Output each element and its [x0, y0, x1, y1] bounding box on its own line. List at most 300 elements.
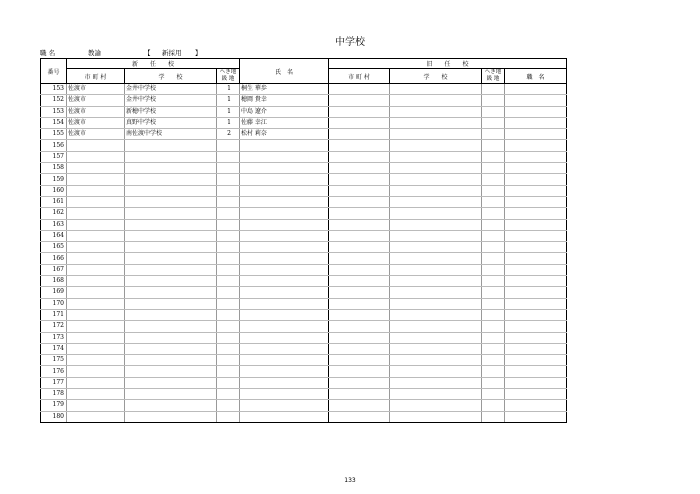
row-old-school — [390, 287, 482, 298]
row-school — [125, 253, 217, 264]
table-row — [41, 276, 567, 287]
table-row — [41, 129, 567, 140]
row-old-job — [505, 389, 567, 400]
table-row — [41, 253, 567, 264]
row-name — [240, 242, 329, 253]
row-remote-level — [217, 298, 240, 309]
row-remote-level — [217, 366, 240, 377]
row-city — [67, 140, 125, 151]
row-old-city — [329, 298, 390, 309]
row-remote-level — [217, 321, 240, 332]
row-remote-level — [217, 230, 240, 241]
row-old-school — [390, 389, 482, 400]
row-remote-level — [217, 151, 240, 162]
row-old-job — [505, 264, 567, 275]
category-label: 新採用 — [162, 49, 182, 57]
row-name — [240, 366, 329, 377]
row-old-school — [390, 95, 482, 106]
table-row — [41, 332, 567, 343]
row-school — [125, 411, 217, 422]
row-old-remote-level — [482, 163, 505, 174]
table-row — [41, 411, 567, 422]
row-remote-level — [217, 242, 240, 253]
row-number: 162 — [41, 208, 67, 219]
row-old-school — [390, 163, 482, 174]
row-old-job — [505, 321, 567, 332]
row-old-remote-level — [482, 84, 505, 95]
row-city — [67, 264, 125, 275]
row-old-remote-level — [482, 140, 505, 151]
row-old-school — [390, 129, 482, 140]
row-remote-level — [217, 264, 240, 275]
row-old-remote-level — [482, 151, 505, 162]
table-row — [41, 287, 567, 298]
row-city — [67, 219, 125, 230]
row-number: 157 — [41, 151, 67, 162]
row-old-city — [329, 242, 390, 253]
row-old-remote-level — [482, 343, 505, 354]
row-old-remote-level — [482, 95, 505, 106]
row-number: 176 — [41, 366, 67, 377]
row-remote-level — [217, 287, 240, 298]
row-old-city — [329, 219, 390, 230]
row-old-remote-level — [482, 208, 505, 219]
row-school — [125, 163, 217, 174]
row-old-job — [505, 185, 567, 196]
header-old-remote-line1: へき地 — [484, 69, 502, 75]
row-city: 佐渡市 — [67, 95, 125, 106]
row-old-city — [329, 377, 390, 388]
row-old-remote-level — [482, 253, 505, 264]
row-old-job — [505, 174, 567, 185]
row-city — [67, 377, 125, 388]
row-name — [240, 140, 329, 151]
row-city — [67, 196, 125, 207]
table-row — [41, 321, 567, 332]
row-number: 165 — [41, 242, 67, 253]
row-old-school — [390, 174, 482, 185]
row-number: 160 — [41, 185, 67, 196]
row-old-remote-level — [482, 355, 505, 366]
row-city — [67, 343, 125, 354]
row-city — [67, 411, 125, 422]
header-old-school-group: 旧 任 校 — [329, 59, 567, 69]
row-name — [240, 332, 329, 343]
row-city — [67, 151, 125, 162]
row-old-city — [329, 411, 390, 422]
row-number: 174 — [41, 343, 67, 354]
row-old-school — [390, 242, 482, 253]
table-body — [41, 84, 567, 423]
row-number: 177 — [41, 377, 67, 388]
row-city — [67, 163, 125, 174]
row-remote-level — [217, 332, 240, 343]
row-number: 163 — [41, 219, 67, 230]
table-row — [41, 355, 567, 366]
row-city — [67, 389, 125, 400]
page-title: 中学校 — [335, 37, 365, 48]
row-old-city — [329, 276, 390, 287]
row-name — [240, 185, 329, 196]
row-school — [125, 332, 217, 343]
row-name — [240, 400, 329, 411]
row-old-remote-level — [482, 411, 505, 422]
table-row — [41, 106, 567, 117]
row-name — [240, 287, 329, 298]
row-old-school — [390, 400, 482, 411]
row-remote-level: 1 — [217, 95, 240, 106]
row-old-remote-level — [482, 287, 505, 298]
row-old-remote-level — [482, 377, 505, 388]
row-old-remote-level — [482, 309, 505, 320]
row-name — [240, 343, 329, 354]
row-school: 新穂中学校 — [125, 106, 217, 117]
row-school — [125, 196, 217, 207]
row-name — [240, 230, 329, 241]
row-old-job — [505, 253, 567, 264]
row-school — [125, 242, 217, 253]
row-city — [67, 298, 125, 309]
row-school: 金井中学校 — [125, 95, 217, 106]
row-old-remote-level — [482, 366, 505, 377]
row-school — [125, 264, 217, 275]
bracket-close: 】 — [195, 49, 202, 57]
row-old-city — [329, 343, 390, 354]
row-city: 佐渡市 — [67, 106, 125, 117]
row-old-school — [390, 106, 482, 117]
row-number: 175 — [41, 355, 67, 366]
row-old-remote-level — [482, 174, 505, 185]
row-city — [67, 174, 125, 185]
row-old-remote-level — [482, 129, 505, 140]
table-row — [41, 84, 567, 95]
row-number: 179 — [41, 400, 67, 411]
row-old-job — [505, 332, 567, 343]
table-row — [41, 196, 567, 207]
table-row — [41, 151, 567, 162]
row-old-remote-level — [482, 117, 505, 128]
row-old-school — [390, 309, 482, 320]
row-old-city — [329, 129, 390, 140]
row-old-city — [329, 163, 390, 174]
row-name — [240, 174, 329, 185]
row-remote-level — [217, 377, 240, 388]
row-remote-level — [217, 389, 240, 400]
row-number: 172 — [41, 321, 67, 332]
row-number: 170 — [41, 298, 67, 309]
row-city — [67, 242, 125, 253]
row-school — [125, 208, 217, 219]
row-name — [240, 253, 329, 264]
row-school: 真野中学校 — [125, 117, 217, 128]
row-city — [67, 185, 125, 196]
row-school — [125, 343, 217, 354]
row-old-school — [390, 411, 482, 422]
row-name — [240, 321, 329, 332]
row-old-remote-level — [482, 219, 505, 230]
row-name: 松村 莉奈 — [240, 129, 329, 140]
row-remote-level — [217, 185, 240, 196]
row-number: 156 — [41, 140, 67, 151]
row-name — [240, 196, 329, 207]
row-old-remote-level — [482, 106, 505, 117]
row-school — [125, 230, 217, 241]
row-old-city — [329, 332, 390, 343]
table-row — [41, 309, 567, 320]
header-old-school: 学 校 — [390, 69, 482, 84]
row-old-job — [505, 377, 567, 388]
row-old-job — [505, 151, 567, 162]
row-old-job — [505, 95, 567, 106]
row-remote-level — [217, 219, 240, 230]
row-school — [125, 309, 217, 320]
row-old-job — [505, 230, 567, 241]
row-city: 佐渡市 — [67, 117, 125, 128]
header-old-job: 職 名 — [505, 69, 567, 84]
row-number: 164 — [41, 230, 67, 241]
row-old-school — [390, 298, 482, 309]
row-name — [240, 377, 329, 388]
row-old-remote-level — [482, 332, 505, 343]
row-school — [125, 151, 217, 162]
table-row — [41, 140, 567, 151]
row-old-remote-level — [482, 321, 505, 332]
row-number: 161 — [41, 196, 67, 207]
row-name — [240, 163, 329, 174]
job-value: 教諭 — [88, 49, 101, 57]
table-row — [41, 230, 567, 241]
row-old-job — [505, 106, 567, 117]
row-old-job — [505, 298, 567, 309]
row-remote-level — [217, 140, 240, 151]
row-school — [125, 321, 217, 332]
row-city — [67, 287, 125, 298]
row-old-city — [329, 366, 390, 377]
row-number: 180 — [41, 411, 67, 422]
row-old-city — [329, 355, 390, 366]
row-old-remote-level — [482, 400, 505, 411]
row-school — [125, 298, 217, 309]
row-old-city — [329, 208, 390, 219]
row-old-job — [505, 276, 567, 287]
page-number: 133 — [344, 477, 356, 484]
row-number: 173 — [41, 332, 67, 343]
table-row — [41, 117, 567, 128]
row-name — [240, 151, 329, 162]
row-school — [125, 174, 217, 185]
row-number: 166 — [41, 253, 67, 264]
header-name: 氏 名 — [240, 59, 329, 84]
row-name: 穂岡 貴幸 — [240, 95, 329, 106]
row-remote-level — [217, 196, 240, 207]
row-old-city — [329, 151, 390, 162]
row-number: 178 — [41, 389, 67, 400]
table-row — [41, 343, 567, 354]
table-row — [41, 400, 567, 411]
row-name — [240, 411, 329, 422]
row-old-school — [390, 84, 482, 95]
row-old-job — [505, 140, 567, 151]
row-number: 153 — [41, 84, 67, 95]
row-old-job — [505, 196, 567, 207]
row-city — [67, 230, 125, 241]
row-city — [67, 366, 125, 377]
row-number: 158 — [41, 163, 67, 174]
row-name: 中島 遼介 — [240, 106, 329, 117]
row-name — [240, 219, 329, 230]
row-old-job — [505, 287, 567, 298]
row-old-school — [390, 185, 482, 196]
row-school — [125, 219, 217, 230]
row-name — [240, 276, 329, 287]
row-old-job — [505, 366, 567, 377]
row-number: 154 — [41, 117, 67, 128]
row-old-school — [390, 276, 482, 287]
row-old-city — [329, 84, 390, 95]
row-school — [125, 389, 217, 400]
row-number: 152 — [41, 95, 67, 106]
row-school — [125, 276, 217, 287]
row-school — [125, 400, 217, 411]
row-old-school — [390, 366, 482, 377]
row-remote-level — [217, 253, 240, 264]
row-remote-level: 2 — [217, 129, 240, 140]
row-number: 168 — [41, 276, 67, 287]
table-row — [41, 389, 567, 400]
row-remote-level — [217, 309, 240, 320]
table-row — [41, 185, 567, 196]
row-remote-level — [217, 276, 240, 287]
row-old-school — [390, 377, 482, 388]
row-remote-level — [217, 355, 240, 366]
row-old-city — [329, 106, 390, 117]
row-old-city — [329, 117, 390, 128]
row-old-school — [390, 230, 482, 241]
table-row — [41, 366, 567, 377]
row-number: 153 — [41, 106, 67, 117]
header-remote-level — [217, 69, 240, 84]
row-old-school — [390, 208, 482, 219]
row-old-school — [390, 140, 482, 151]
row-old-job — [505, 242, 567, 253]
table-row — [41, 163, 567, 174]
table-row — [41, 264, 567, 275]
row-name — [240, 309, 329, 320]
row-old-city — [329, 196, 390, 207]
row-old-remote-level — [482, 196, 505, 207]
table-row — [41, 95, 567, 106]
row-old-job — [505, 400, 567, 411]
row-old-school — [390, 332, 482, 343]
row-old-city — [329, 309, 390, 320]
header-old-remote-line2: 級 地 — [486, 76, 500, 82]
table-row — [41, 242, 567, 253]
row-city — [67, 332, 125, 343]
row-old-city — [329, 389, 390, 400]
row-old-school — [390, 196, 482, 207]
row-old-school — [390, 117, 482, 128]
row-old-job — [505, 84, 567, 95]
row-city — [67, 355, 125, 366]
row-name — [240, 389, 329, 400]
row-old-city — [329, 264, 390, 275]
row-name — [240, 264, 329, 275]
row-old-school — [390, 355, 482, 366]
row-old-city — [329, 140, 390, 151]
row-city — [67, 208, 125, 219]
row-school — [125, 366, 217, 377]
row-city — [67, 400, 125, 411]
row-number: 171 — [41, 309, 67, 320]
row-old-school — [390, 321, 482, 332]
row-city — [67, 276, 125, 287]
row-city — [67, 253, 125, 264]
row-city — [67, 321, 125, 332]
row-remote-level — [217, 343, 240, 354]
row-old-remote-level — [482, 242, 505, 253]
row-old-job — [505, 343, 567, 354]
row-city — [67, 309, 125, 320]
row-old-school — [390, 151, 482, 162]
row-name — [240, 298, 329, 309]
row-old-city — [329, 321, 390, 332]
row-school — [125, 377, 217, 388]
row-school — [125, 287, 217, 298]
header-new-school-group: 新 任 校 — [67, 59, 240, 69]
row-number: 155 — [41, 129, 67, 140]
header-school: 学 校 — [125, 69, 217, 84]
header-old-city: 市 町 村 — [329, 69, 390, 84]
row-old-remote-level — [482, 389, 505, 400]
row-old-school — [390, 343, 482, 354]
header-old-remote-level — [482, 69, 505, 84]
row-old-remote-level — [482, 276, 505, 287]
transfer-table — [40, 58, 567, 423]
table-row — [41, 174, 567, 185]
row-old-remote-level — [482, 230, 505, 241]
row-city: 佐渡市 — [67, 129, 125, 140]
row-school — [125, 185, 217, 196]
row-old-remote-level — [482, 264, 505, 275]
row-old-job — [505, 219, 567, 230]
bracket-open: 【 — [144, 49, 151, 57]
row-old-city — [329, 174, 390, 185]
row-school — [125, 355, 217, 366]
row-old-school — [390, 219, 482, 230]
table-row — [41, 219, 567, 230]
row-remote-level — [217, 163, 240, 174]
table-row — [41, 377, 567, 388]
row-old-school — [390, 253, 482, 264]
row-old-city — [329, 253, 390, 264]
job-label: 職 名 — [40, 49, 56, 57]
row-old-job — [505, 117, 567, 128]
table-row — [41, 208, 567, 219]
row-old-remote-level — [482, 185, 505, 196]
row-remote-level: 1 — [217, 117, 240, 128]
row-remote-level: 1 — [217, 106, 240, 117]
row-name: 桐生 華歩 — [240, 84, 329, 95]
row-school — [125, 140, 217, 151]
row-old-job — [505, 309, 567, 320]
row-number: 169 — [41, 287, 67, 298]
row-old-job — [505, 208, 567, 219]
row-old-job — [505, 163, 567, 174]
header-remote-line2: 級 地 — [221, 76, 235, 82]
row-old-city — [329, 400, 390, 411]
row-old-city — [329, 287, 390, 298]
row-number: 167 — [41, 264, 67, 275]
